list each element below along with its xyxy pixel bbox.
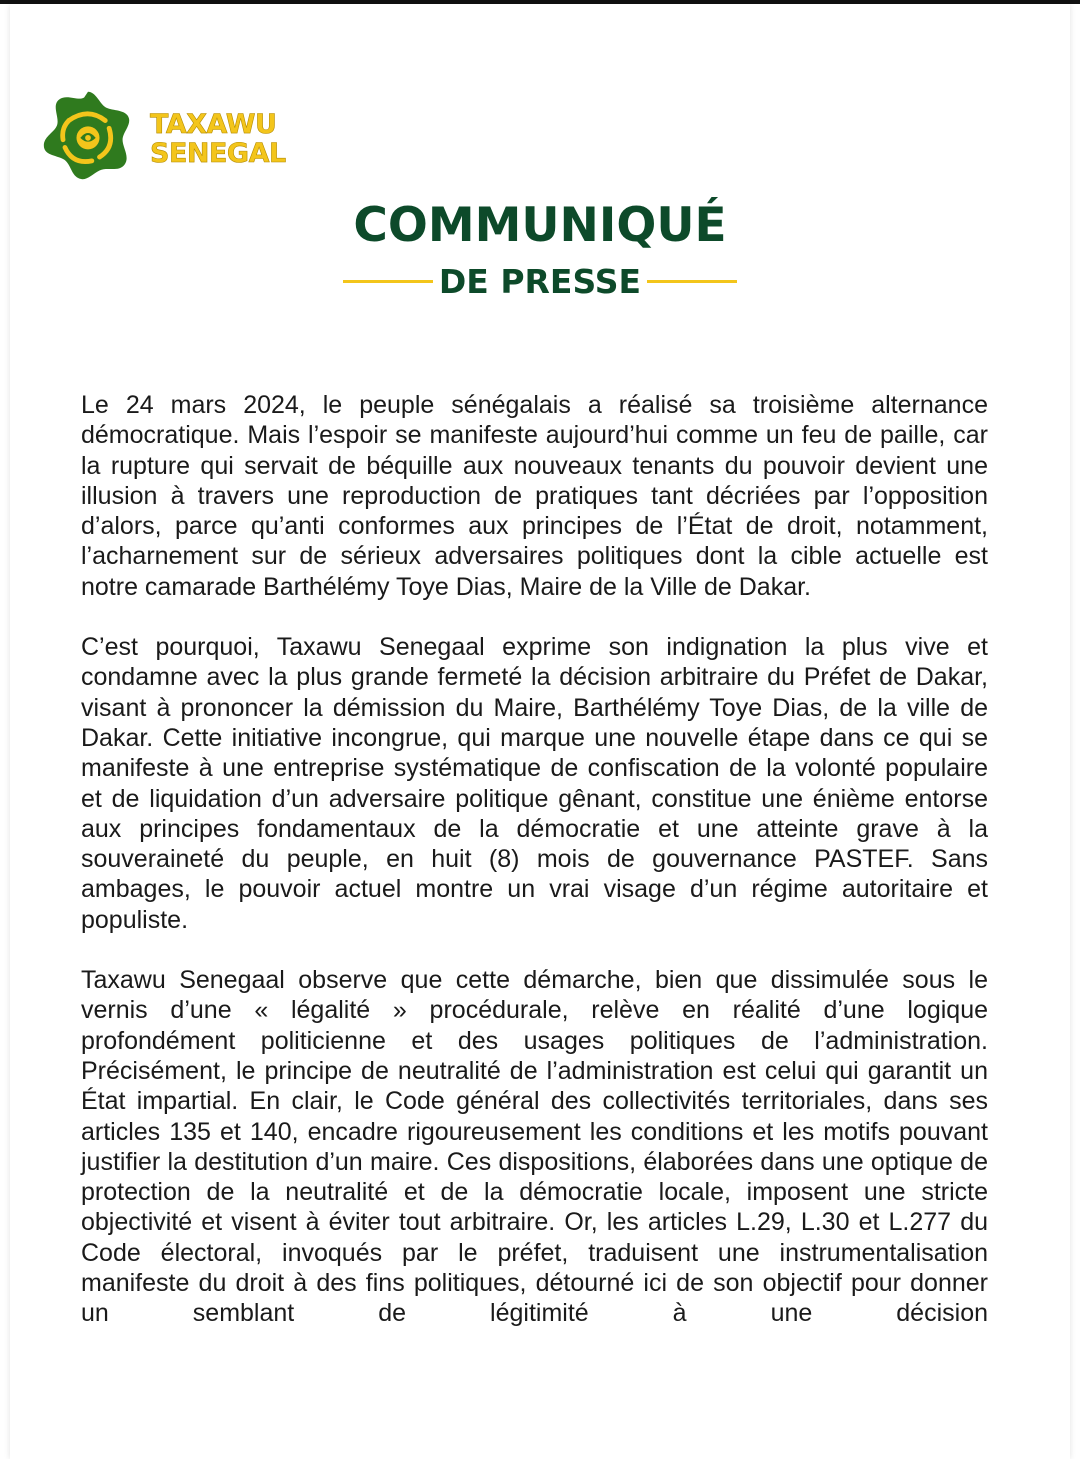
page-title: COMMUNIQUÉ (353, 198, 727, 253)
body-paragraph-2: C’est pourquoi, Taxawu Senegaal exprime son indignation la plus vive et condamne avec la plus grande fermeté la décision arbitraire du Préfet de Dakar, visant à prononcer la démission du Maire, Barthélémy Toye Dias, de la ville de Dakar. Cette initiative incongrue, qui marque une nouvelle étape dans ce qui se manifeste à une entreprise systématique de confiscation de la volonté populaire et de liquidation d’un adversaire politique gênant, constitue une énième entorse aux principes fondamentaux de la démocratie et une atteinte grave à la souveraineté du peuple, en huit (8) mois de gouvernance PASTEF. Sans ambages, le pouvoir actuel montre un vrai visage d’un régime autoritaire et populiste. (81, 633, 988, 934)
subtitle-rule-left (343, 280, 433, 283)
subtitle-row (0, 262, 1080, 301)
body-paragraph-1: Le 24 mars 2024, le peuple sénégalais a réalisé sa troisième alternance démocratique. Mais l’espoir se manifeste aujourd’hui comme un feu de paille, car la rupture qui servait de béquille aux nouveaux tenants du pouvoir devient une illusion à travers une reproduction de pratiques tant décriées par l’opposition d’alors, parce qu’anti conformes aux principes de l’État de droit, notamment, l’acharnement sur de sérieux adversaires politiques dont la cible actuelle est notre camarade Barthélémy Toye Dias, Maire de la Ville de Dakar. (81, 391, 988, 601)
page-subtitle: DE PRESSE (438, 262, 642, 301)
taxawu-senegal-logo-icon (40, 86, 136, 182)
press-release-body (81, 390, 988, 1329)
brand-line-2: SENEGAL (150, 138, 286, 169)
brand-line-1: TAXAWU (150, 109, 277, 140)
subtitle-rule-right (647, 280, 737, 283)
brand-wordmark (150, 110, 286, 168)
body-paragraph-3: Taxawu Senegaal observe que cette démarche, bien que dissimulée sous le vernis d’une « légalité » procédurale, relève en réalité d’une logique profondément politicienne et des usages politiques de l’administration. Précisément, le principe de neutralité de l’administration est celui qui garantit un État impartial. En clair, le Code général des collectivités territoriales, dans ses articles 135 et 140, encadre rigoureusement les conditions et les motifs pouvant justifier la destitution d’un maire. Ces dispositions, élaborées dans une optique de protection de la neutralité et de la démocratie locale, imposent une stricte objectivité et visent à éviter tout arbitraire. Or, les articles L.29, L.30 et L.277 du Code électoral, invoqués par le préfet, traduisent une instrumentalisation manifeste du droit à des fins politiques, détourné ici de son objectif pour donner un semblant de légitimité à une décision (81, 966, 988, 1328)
